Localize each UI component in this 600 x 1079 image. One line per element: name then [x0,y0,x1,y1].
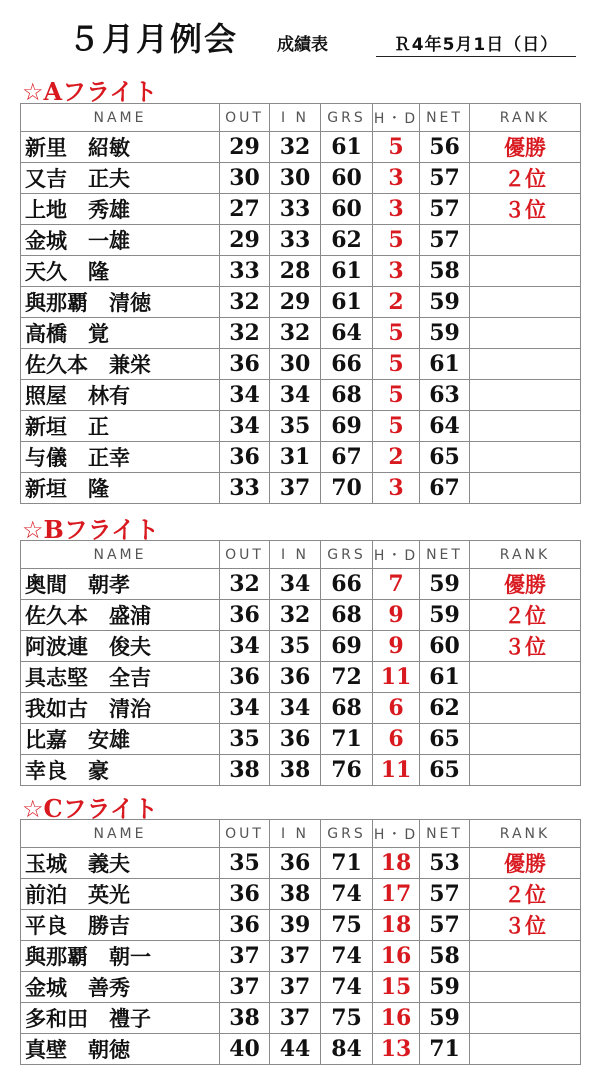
cell-name: 新垣 隆 [21,473,220,504]
cell-name: 上地 秀雄 [21,194,220,225]
cell-name: 照屋 林有 [21,380,220,411]
cell-name: 佐久本 盛浦 [21,600,220,631]
table-row [21,941,581,972]
cell-out: 37 [220,972,270,1003]
cell-net: 57 [420,163,470,194]
table-row [21,848,581,879]
cell-rank: ３位 [470,631,581,662]
cell-grs: 68 [321,600,373,631]
cell-hd: 16 [373,941,420,972]
cell-in: 30 [270,349,321,380]
cell-hd: 5 [373,380,420,411]
table-header-row [21,104,581,132]
table-row [21,910,581,941]
cell-grs: 71 [321,848,373,879]
cell-out: 32 [220,318,270,349]
cell-rank: 優勝 [470,569,581,600]
column-header-net: NET [420,541,470,569]
column-header-hd: H・D [373,820,420,848]
cell-net: 57 [420,194,470,225]
cell-name: 與那覇 清徳 [21,287,220,318]
cell-hd: 9 [373,600,420,631]
cell-in: 34 [270,569,321,600]
column-header-rank: RANK [470,820,581,848]
cell-in: 32 [270,318,321,349]
cell-out: 32 [220,287,270,318]
cell-grs: 67 [321,442,373,473]
cell-hd: 11 [373,755,420,786]
cell-grs: 66 [321,349,373,380]
table-row [21,693,581,724]
table-row [21,132,581,163]
cell-net: 65 [420,755,470,786]
cell-grs: 66 [321,569,373,600]
cell-hd: 5 [373,132,420,163]
column-header-name: NAME [21,104,220,132]
table-row [21,411,581,442]
column-header-hd: H・D [373,104,420,132]
cell-net: 57 [420,225,470,256]
cell-hd: 13 [373,1034,420,1065]
table-row [21,380,581,411]
table-row [21,473,581,504]
cell-hd: 5 [373,411,420,442]
cell-out: 40 [220,1034,270,1065]
cell-rank [470,1034,581,1065]
flight-title-text: Aフライト [43,77,158,106]
column-header-net: NET [420,820,470,848]
table-row [21,569,581,600]
cell-hd: 15 [373,972,420,1003]
cell-hd: 3 [373,194,420,225]
cell-in: 37 [270,473,321,504]
cell-out: 29 [220,225,270,256]
cell-grs: 69 [321,411,373,442]
cell-rank [470,724,581,755]
table-row [21,755,581,786]
cell-in: 38 [270,755,321,786]
cell-in: 44 [270,1034,321,1065]
cell-net: 61 [420,349,470,380]
cell-net: 62 [420,693,470,724]
cell-rank [470,411,581,442]
table-row [21,600,581,631]
cell-hd: 5 [373,318,420,349]
cell-in: 32 [270,600,321,631]
table-row [21,972,581,1003]
column-header-grs: GRS [321,820,373,848]
cell-out: 34 [220,693,270,724]
table-header-row [21,541,581,569]
cell-name: 具志堅 全吉 [21,662,220,693]
cell-rank: 優勝 [470,848,581,879]
cell-rank [470,1003,581,1034]
cell-rank: 優勝 [470,132,581,163]
cell-rank [470,318,581,349]
cell-grs: 76 [321,755,373,786]
cell-name: 天久 隆 [21,256,220,287]
cell-grs: 68 [321,380,373,411]
table-row [21,1003,581,1034]
cell-hd: 5 [373,225,420,256]
cell-rank: ３位 [470,194,581,225]
cell-rank [470,349,581,380]
cell-in: 35 [270,411,321,442]
cell-name: 又吉 正夫 [21,163,220,194]
header [0,0,600,70]
cell-rank [470,972,581,1003]
cell-in: 36 [270,848,321,879]
cell-hd: 9 [373,631,420,662]
table-row [21,724,581,755]
score-table [20,819,581,1065]
table-row [21,225,581,256]
star-icon: ☆ [22,516,44,544]
table-header-row [21,820,581,848]
cell-in: 38 [270,879,321,910]
cell-grs: 61 [321,256,373,287]
cell-grs: 75 [321,1003,373,1034]
table-row [21,662,581,693]
column-header-name: NAME [21,541,220,569]
cell-name: 我如古 清治 [21,693,220,724]
cell-hd: 7 [373,569,420,600]
table-row [21,631,581,662]
cell-hd: 18 [373,848,420,879]
column-header-grs: GRS [321,541,373,569]
cell-name: 高橋 覚 [21,318,220,349]
cell-grs: 71 [321,724,373,755]
cell-name: 金城 一雄 [21,225,220,256]
cell-net: 53 [420,848,470,879]
cell-out: 34 [220,380,270,411]
cell-rank: ２位 [470,163,581,194]
cell-grs: 64 [321,318,373,349]
cell-name: 阿波連 俊夫 [21,631,220,662]
cell-rank [470,693,581,724]
cell-net: 64 [420,411,470,442]
cell-grs: 70 [321,473,373,504]
cell-grs: 74 [321,941,373,972]
cell-out: 32 [220,569,270,600]
cell-out: 37 [220,941,270,972]
column-header-in: I N [270,541,321,569]
cell-rank [470,287,581,318]
cell-in: 34 [270,693,321,724]
cell-out: 34 [220,411,270,442]
cell-net: 59 [420,287,470,318]
cell-hd: 2 [373,287,420,318]
cell-in: 37 [270,941,321,972]
cell-net: 65 [420,724,470,755]
cell-hd: 18 [373,910,420,941]
page-subtitle: 成績表 [277,35,328,55]
cell-hd: 2 [373,442,420,473]
cell-name: 新垣 正 [21,411,220,442]
cell-in: 32 [270,132,321,163]
table-row [21,287,581,318]
table-row [21,194,581,225]
cell-net: 58 [420,256,470,287]
cell-net: 60 [420,631,470,662]
cell-grs: 74 [321,879,373,910]
cell-grs: 60 [321,194,373,225]
flight-title-text: Cフライト [43,794,158,823]
cell-grs: 75 [321,910,373,941]
cell-out: 30 [220,163,270,194]
cell-grs: 61 [321,132,373,163]
column-header-grs: GRS [321,104,373,132]
flight-title [22,72,157,107]
cell-hd: 3 [373,256,420,287]
cell-in: 37 [270,972,321,1003]
cell-net: 59 [420,972,470,1003]
score-table [20,540,581,786]
cell-in: 33 [270,194,321,225]
cell-name: 新里 紹敏 [21,132,220,163]
cell-net: 58 [420,941,470,972]
table-row [21,1034,581,1065]
cell-name: 玉城 義夫 [21,848,220,879]
cell-rank [470,256,581,287]
table-row [21,349,581,380]
cell-out: 36 [220,442,270,473]
cell-rank: ３位 [470,910,581,941]
cell-in: 31 [270,442,321,473]
column-header-net: NET [420,104,470,132]
cell-out: 36 [220,600,270,631]
cell-name: 與那覇 朝一 [21,941,220,972]
cell-rank [470,662,581,693]
table-row [21,318,581,349]
cell-rank [470,755,581,786]
star-icon: ☆ [22,78,44,106]
cell-in: 36 [270,724,321,755]
table-row [21,163,581,194]
cell-hd: 11 [373,662,420,693]
cell-net: 56 [420,132,470,163]
cell-out: 34 [220,631,270,662]
cell-in: 37 [270,1003,321,1034]
cell-hd: 5 [373,349,420,380]
column-header-name: NAME [21,820,220,848]
cell-net: 59 [420,1003,470,1034]
column-header-out: OUT [220,541,270,569]
event-date: Ｒ4年5月1日（日） [376,30,576,57]
cell-net: 57 [420,910,470,941]
cell-grs: 61 [321,287,373,318]
cell-out: 35 [220,848,270,879]
cell-out: 38 [220,1003,270,1034]
column-header-rank: RANK [470,104,581,132]
cell-net: 59 [420,318,470,349]
cell-hd: 6 [373,693,420,724]
cell-out: 33 [220,256,270,287]
cell-name: 多和田 禮子 [21,1003,220,1034]
cell-grs: 69 [321,631,373,662]
cell-name: 平良 勝吉 [21,910,220,941]
cell-rank [470,380,581,411]
flight-title-text: Bフライト [43,515,160,544]
cell-name: 奥間 朝孝 [21,569,220,600]
table-row [21,442,581,473]
cell-out: 36 [220,910,270,941]
cell-grs: 62 [321,225,373,256]
cell-net: 59 [420,569,470,600]
cell-net: 61 [420,662,470,693]
cell-in: 30 [270,163,321,194]
cell-out: 36 [220,349,270,380]
column-header-out: OUT [220,820,270,848]
cell-name: 前泊 英光 [21,879,220,910]
cell-out: 33 [220,473,270,504]
cell-hd: 16 [373,1003,420,1034]
cell-rank [470,225,581,256]
cell-name: 幸良 豪 [21,755,220,786]
column-header-in: I N [270,104,321,132]
column-header-out: OUT [220,104,270,132]
cell-out: 29 [220,132,270,163]
cell-grs: 60 [321,163,373,194]
cell-rank [470,442,581,473]
cell-rank: ２位 [470,600,581,631]
cell-rank: ２位 [470,879,581,910]
cell-net: 67 [420,473,470,504]
cell-name: 金城 善秀 [21,972,220,1003]
cell-hd: 3 [373,473,420,504]
table-row [21,879,581,910]
cell-rank [470,473,581,504]
cell-net: 59 [420,600,470,631]
cell-hd: 17 [373,879,420,910]
cell-out: 35 [220,724,270,755]
cell-net: 63 [420,380,470,411]
cell-name: 真壁 朝徳 [21,1034,220,1065]
cell-in: 39 [270,910,321,941]
cell-in: 34 [270,380,321,411]
cell-grs: 74 [321,972,373,1003]
page-title: ５月月例会 [68,20,239,58]
cell-in: 35 [270,631,321,662]
cell-in: 29 [270,287,321,318]
cell-rank [470,941,581,972]
cell-out: 36 [220,879,270,910]
cell-out: 38 [220,755,270,786]
cell-in: 36 [270,662,321,693]
cell-name: 与儀 正幸 [21,442,220,473]
cell-out: 36 [220,662,270,693]
cell-grs: 84 [321,1034,373,1065]
cell-in: 28 [270,256,321,287]
cell-name: 佐久本 兼栄 [21,349,220,380]
star-icon: ☆ [22,795,44,823]
column-header-rank: RANK [470,541,581,569]
column-header-hd: H・D [373,541,420,569]
cell-out: 27 [220,194,270,225]
column-header-in: I N [270,820,321,848]
cell-grs: 68 [321,693,373,724]
cell-net: 65 [420,442,470,473]
cell-name: 比嘉 安雄 [21,724,220,755]
table-row [21,256,581,287]
score-table [20,103,581,504]
cell-hd: 3 [373,163,420,194]
cell-hd: 6 [373,724,420,755]
cell-grs: 72 [321,662,373,693]
cell-net: 71 [420,1034,470,1065]
cell-net: 57 [420,879,470,910]
cell-in: 33 [270,225,321,256]
